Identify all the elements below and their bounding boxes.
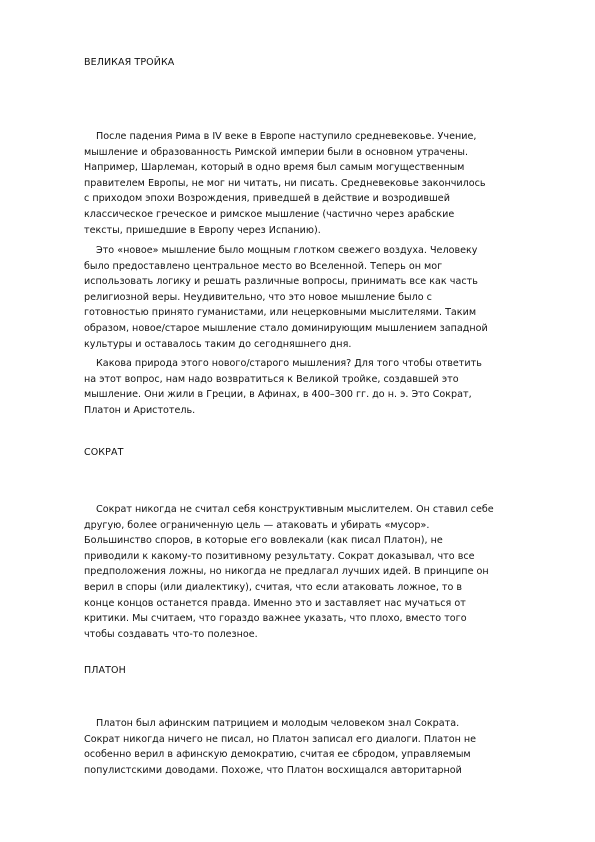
text-line: образом, новое/старое мышление стало доминирующим мышлением западной — [84, 322, 488, 334]
text-line: Какова природа этого нового/старого мышления? Для того чтобы ответить — [96, 358, 482, 369]
text-line: Это «новое» мышление было мощным глотком свежего воздуха. Человеку — [96, 245, 478, 256]
paragraph — [84, 716, 554, 778]
text-line: на этот вопрос, нам надо возвратиться к Великой тройке, создавшей это — [84, 373, 459, 385]
paragraph — [84, 129, 554, 238]
text-line: Сократ никогда не считал себя конструктивным мыслителем. Он ставил себе — [96, 504, 494, 515]
text-line: с приходом эпохи Возрождения, приведшей в действие и возродившей — [84, 193, 450, 205]
text-line: культуры и оставалось таким до сегодняшнего дня. — [84, 338, 352, 350]
paragraph — [84, 356, 554, 418]
text-line: чтобы создавать что-то полезное. — [84, 628, 258, 640]
text-line: Например, Шарлеман, который в одно время был самым могущественным — [84, 162, 465, 174]
text-line: другую, более ограниченную цель — атаковать и убирать «мусор». — [84, 519, 430, 531]
text-line: критики. Мы считаем, что гораздо важнее указать, что плохо, вместо того — [84, 613, 467, 625]
text-line: предположения ложны, но никогда не предлагал лучших идей. В принципе он — [84, 566, 489, 578]
text-line: приводили к какому-то позитивному результату. Сократ доказывал, что все — [84, 550, 475, 562]
section-heading-socrates: СОКРАТ — [84, 447, 124, 458]
section-heading-plato: ПЛАТОН — [84, 665, 126, 676]
text-line: Платон был афинским патрицием и молодым человеком знал Сократа. — [96, 718, 460, 729]
text-line: мышление. Они жили в Греции, в Афинах, в 400–300 гг. до н. э. Это Сократ, — [84, 389, 472, 401]
text-line: религиозной веры. Неудивительно, что это новое мышление было с — [84, 291, 432, 303]
text-line: готовностью принято гуманистами, или нецерковными мыслителями. Таким — [84, 307, 477, 319]
section-heading-great-three: ВЕЛИКАЯ ТРОЙКА — [84, 57, 175, 68]
text-line: Большинство споров, в которые его вовлекали (как писал Платон), не — [84, 535, 443, 547]
text-line: После падения Рима в IV веке в Европе наступило средневековье. Учение, — [96, 131, 477, 142]
text-line: тексты, пришедшие в Европу через Испанию). — [84, 224, 321, 236]
text-line: верил в споры (или диалектику), считая, что если атаковать ложное, то в — [84, 581, 463, 593]
text-line: особенно верил в афинскую демократию, считая ее сбродом, управляемым — [84, 749, 471, 761]
paragraph — [84, 243, 554, 352]
text-line: конце концов останется правда. Именно это и заставляет нас мучаться от — [84, 597, 466, 609]
text-line: Сократ никогда ничего не писал, но Платон записал его диалоги. Платон не — [84, 733, 477, 745]
text-line: было предоставлено центральное место во Вселенной. Теперь он мог — [84, 260, 443, 272]
text-line: правителем Европы, не мог ни читать, ни писать. Средневековье закончилось — [84, 177, 486, 189]
text-line: Платон и Аристотель. — [84, 404, 196, 416]
text-line: популистскими доводами. Похоже, что Платон восхищался авторитарной — [84, 764, 462, 776]
text-line: мышление и образованность Римской империи были в основном утрачены. — [84, 146, 469, 158]
text-line: классическое греческое и римское мышление (частично через арабские — [84, 208, 455, 220]
paragraph — [84, 502, 554, 642]
text-line: использовать логику и решать различные вопросы, принимать все как часть — [84, 276, 478, 288]
